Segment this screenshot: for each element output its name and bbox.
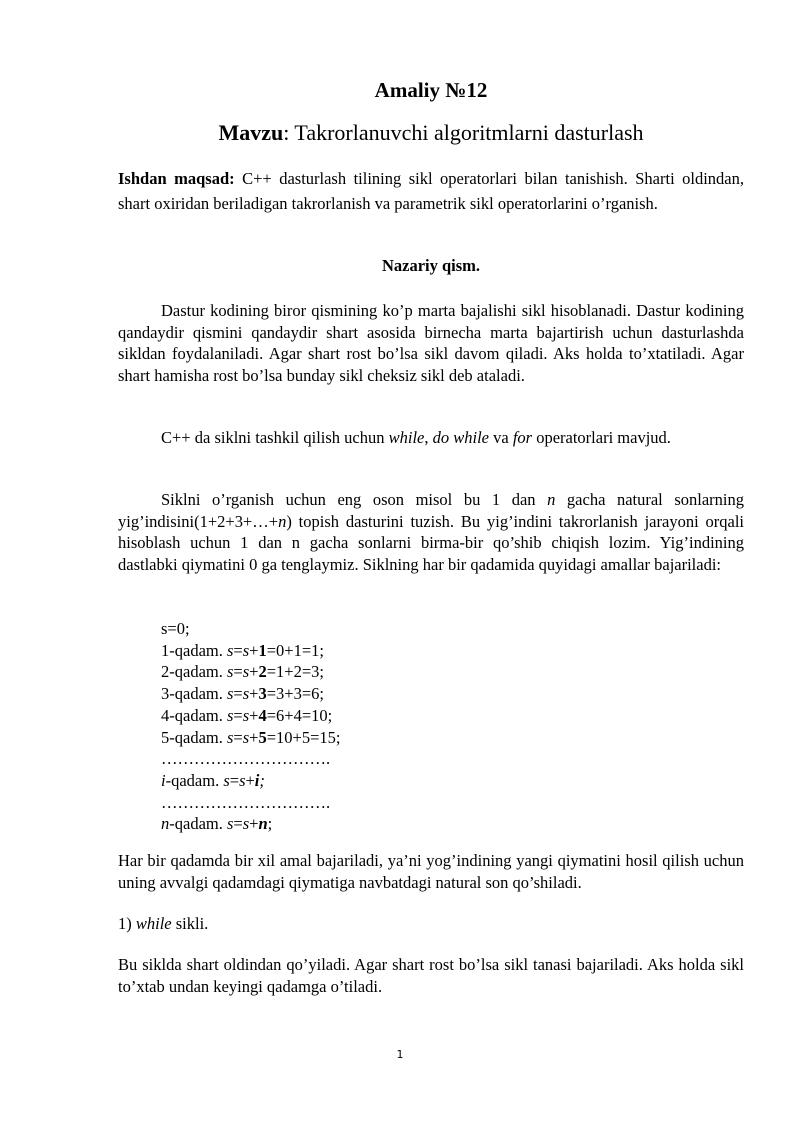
- steps-list: [161, 618, 340, 835]
- paragraph-operators: [118, 427, 744, 449]
- var-s: s: [226, 684, 234, 704]
- step-label: 1-qadam.: [161, 640, 227, 660]
- page-number: 1: [396, 1048, 404, 1061]
- step-line-n: [161, 813, 340, 835]
- ellipsis-line: ………………………….: [161, 749, 331, 769]
- text-run: ,: [424, 428, 433, 447]
- text-run: =: [229, 770, 240, 790]
- var-s: s: [226, 705, 234, 725]
- text-run: =6+4=10;: [266, 705, 333, 725]
- var-i: i: [161, 770, 166, 790]
- keyword-while: while: [388, 428, 425, 447]
- var-s: s: [242, 814, 250, 834]
- section-title: Nazariy qism.: [381, 256, 481, 275]
- step-term: n: [258, 814, 268, 834]
- step-term: 5: [258, 727, 267, 747]
- text-run: ) topish dasturini tuzish. Bu yig’indini takrorlanish jarayoni orqali hisoblash uchun 1 dan n gacha sonlarni birma-bir qo’shib chiqish lozim. Yig’indining dastlabki qiymatini 0 ga tenglaymiz. Siklning har bir qadamida quyidagi amallar bajariladi:: [118, 511, 744, 574]
- text-run: =10+5=15;: [266, 727, 341, 747]
- text-run: gacha natural sonlarning yig’indisini(1+2+3+…+: [118, 490, 744, 531]
- text-run: =: [233, 684, 243, 704]
- step-label: -qadam.: [165, 770, 224, 790]
- text-run: ;: [267, 814, 273, 834]
- text-run: Siklni o’rganish uchun eng oson misol bu 1 dan: [161, 490, 548, 509]
- while-heading: [118, 913, 744, 935]
- step-label: 4-qadam.: [161, 705, 227, 725]
- step-label: 3-qadam.: [161, 684, 227, 704]
- goal-text: C++ dasturlash tilining sikl operatorlari bilan tanishish. Sharti oldindan, shart oxiridan beriladigan takrorlanish va parametrik sikl operatorlarini o’rganish.: [118, 169, 744, 213]
- topic-text: : Takrorlanuvchi algoritmlarni dasturlash: [283, 120, 644, 145]
- var-s: s: [242, 727, 250, 747]
- page-title: Amaliy №12: [374, 78, 488, 102]
- step-term: 2: [258, 662, 267, 682]
- var-n: n: [161, 814, 170, 834]
- paragraph-while: Bu siklda shart oldindan qo’yiladi. Agar shart rost bo’lsa sikl tanasi bajariladi. Aks holda sikl to’xtab undan keyingi qadamga o’tiladi.: [118, 955, 744, 996]
- text-run: +: [249, 705, 259, 725]
- step-term: i: [254, 770, 260, 790]
- text-run: =: [233, 662, 243, 682]
- var-s: s: [239, 770, 246, 790]
- text-run: =3+3=6;: [266, 684, 324, 704]
- var-s: s: [226, 640, 234, 660]
- paragraph-example: [118, 489, 744, 575]
- var-s: s: [223, 770, 230, 790]
- text-run: =1+2=3;: [266, 662, 324, 682]
- var-n: n: [547, 490, 556, 509]
- text-run: =: [233, 705, 243, 725]
- text-run: operatorlari mavjud.: [532, 428, 671, 447]
- topic-heading: [118, 120, 744, 146]
- step-line: [161, 661, 340, 683]
- var-s: s: [242, 684, 250, 704]
- text-run: =: [233, 640, 243, 660]
- paragraph-intro: Dastur kodining biror qismining ko’p marta bajalishi sikl hisoblanadi. Dastur kodining qandaydir qismini qandaydir shart asosida birnecha marta bajartirish uchun dasturlashda sikldan foydalaniladi. Agar shart rost bo’lsa sikl davom qiladi. Aks holda to’xtatiladi. Agar shart hamisha rost bo’lsa bunday sikl cheksiz sikl deb ataladi.: [118, 301, 744, 385]
- goal-paragraph: [118, 166, 744, 216]
- text-run: +: [249, 684, 259, 704]
- keyword-do-while: do while: [432, 428, 489, 447]
- step-label: 2-qadam.: [161, 662, 227, 682]
- var-n: n: [278, 511, 287, 531]
- text-run: +: [249, 662, 259, 682]
- step-line: [161, 640, 340, 662]
- var-s: s: [226, 814, 234, 834]
- text-run: va: [488, 428, 513, 447]
- step-line: [161, 683, 340, 705]
- text-run: +: [249, 640, 259, 660]
- step-term: 3: [258, 684, 267, 704]
- var-s: s: [242, 640, 250, 660]
- step-line: [161, 727, 340, 749]
- text-run: ;: [259, 770, 265, 790]
- keyword-while: while: [135, 914, 172, 933]
- step-label: -qadam.: [169, 814, 227, 834]
- text-run: =: [233, 814, 243, 834]
- step-line-i: [161, 770, 340, 792]
- text-run: =0+1=1;: [266, 640, 324, 660]
- text-run: +: [249, 727, 259, 747]
- var-s: s: [242, 662, 250, 682]
- step-term: 4: [258, 705, 267, 725]
- text-run: sikli.: [171, 914, 209, 933]
- paragraph-summary: Har bir qadamda bir xil amal bajariladi, ya’ni yog’indining yangi qiymatini hosil qilish uchun uning avvalgi qadamdagi qiymatiga navbatdagi natural son qo’shiladi.: [118, 851, 744, 892]
- text-run: =: [233, 727, 243, 747]
- step-label: 5-qadam.: [161, 727, 227, 747]
- text-run: C++ da siklni tashkil qilish uchun: [161, 428, 389, 447]
- var-s: s: [226, 662, 234, 682]
- step-init: s=0;: [161, 619, 190, 638]
- text-run: +: [245, 770, 255, 790]
- goal-label: Ishdan maqsad:: [118, 169, 235, 188]
- topic-label: Mavzu: [218, 120, 284, 145]
- step-line: [161, 705, 340, 727]
- step-term: 1: [258, 640, 267, 660]
- keyword-for: for: [512, 428, 533, 447]
- ellipsis-line: ………………………….: [161, 792, 331, 812]
- var-s: s: [242, 705, 250, 725]
- text-run: 1): [118, 914, 136, 933]
- text-run: +: [249, 814, 259, 834]
- var-s: s: [226, 727, 234, 747]
